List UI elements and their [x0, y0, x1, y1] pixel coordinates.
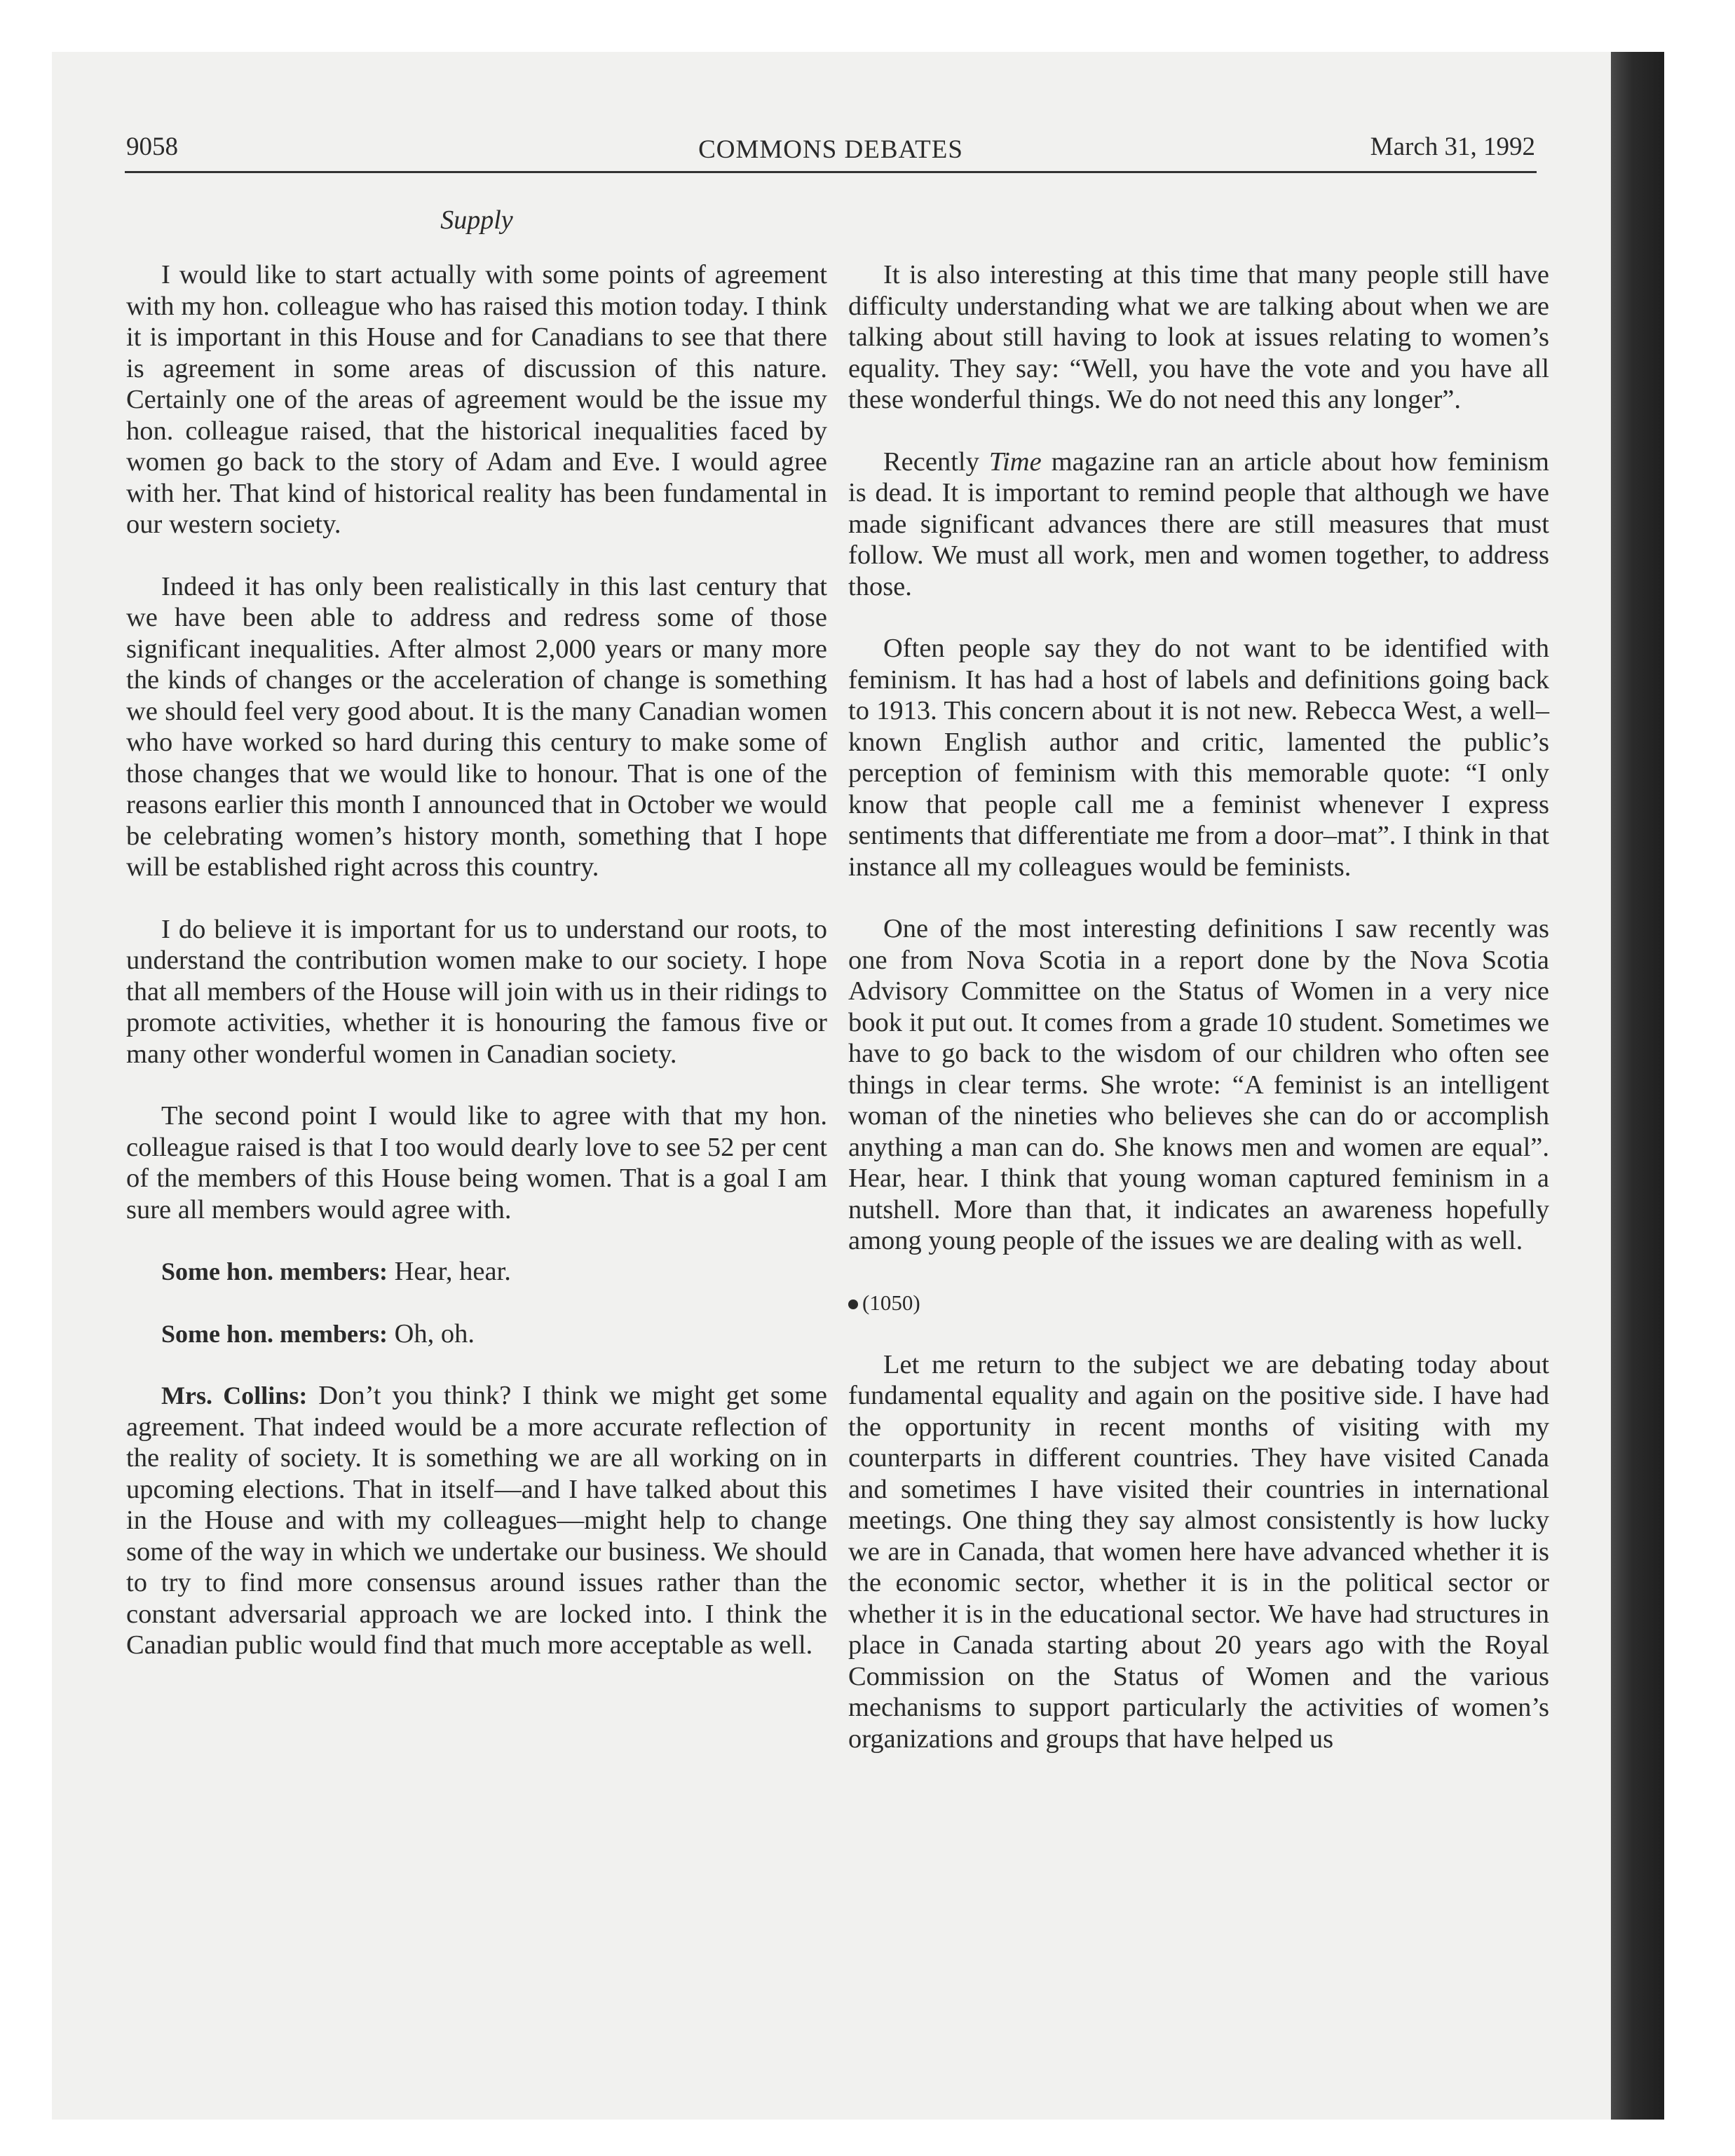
speech-paragraph [126, 1380, 827, 1661]
section-title: Supply [440, 205, 513, 235]
paragraph: Often people say they do not want to be identified with feminism. It has had a host of labels and definitions going back to 1913. This concern about it is not new. Rebecca West, a well–known English author and critic, lamented the public’s perception of feminism with this memorable quote: “I only know that people call me a feminist whenever I express sentiments that differentiate me from a door–mat”. I think in that instance all my colleagues would be feminists. [848, 634, 1549, 882]
paragraph: Indeed it has only been realistically in this last century that we have been able to address and redress some of those significant inequalities. After almost 2,000 years or many more the kinds of changes or the acceleration of change is something we should feel very good about. It is the many Canadian women who have worked so hard during this century to make some of those changes that we would like to honour. That is one of the reasons earlier this month I announced that in October we would be celebrating women’s history month, something that I hope will be established right across this country. [126, 571, 827, 882]
bullet-icon [848, 1299, 858, 1309]
speaker-label: Some hon. members: [161, 1319, 388, 1348]
paragraph-text: magazine ran an article about how feminism is dead. It is important to remind people that although we have made significant advances there are still measures that must follow. We must all work, men and women together, to address those. [848, 446, 1550, 601]
magazine-title: Time [988, 446, 1042, 477]
paragraph: The second point I would like to agree with that my hon. colleague raised is that I too would dearly love to see 52 per cent of the members of this House being women. That is a goal I am sure all members would agree with. [126, 1101, 827, 1224]
paragraph: Let me return to the subject we are debating today about fundamental equality and again on the positive side. I have had the opportunity in recent months of visiting with my counterparts in different countries. They have visited Canada and sometimes I have visited their countries in international meetings. One thing they say almost consistently is how lucky we are in Canada, that women here have advanced whether it is the economic sector, whether it is in the political sector or whether it is in the educational sector. We have had structures in place in Canada starting about 20 years ago with the Royal Commission on the Status of Women and the various mechanisms to support particularly the activities of women’s organizations and groups that have helped us [848, 1349, 1549, 1754]
header-rule [125, 171, 1537, 173]
time-marker [848, 1288, 1549, 1318]
interjection-text: Hear, hear. [394, 1257, 511, 1286]
speech-text: Don’t you think? I think we might get some agreement. That indeed would be a more accurate reflection of the reality of society. It is something we are all working on in upcoming elections. That in itself—and I have talked about this in the House and with my colleagues—might help to change some of the way in which we undertake our business. We should to try to find more consensus around issues rather than the constant adversarial approach we are locked into. I think the Canadian public would find that much more acceptable as well. [126, 1381, 827, 1660]
interjection-text: Oh, oh. [394, 1318, 475, 1349]
journal-title: COMMONS DEBATES [698, 135, 963, 164]
paragraph [848, 446, 1549, 603]
paragraph: One of the most interesting definitions I saw recently was one from Nova Scotia in a report done by the Nova Scotia Advisory Committee on the Status of Women in a very nice book it put out. It comes from a grade 10 student. Sometimes we have to go back to the wisdom of our children who often see things in clear terms. She wrote: “A feminist is an intelligent woman of the nineties who believes she can do or accomplish anything a man can do. She knows men and women are equal”. Hear, hear. I think that young woman captured feminism in a nutshell. More than that, it indicates an awareness hopefully among young people of the issues we are dealing with as well. [848, 914, 1549, 1255]
time-marker-text: (1050) [862, 1290, 920, 1315]
paragraph: I would like to start actually with some points of agreement with my hon. colleague who has raised this motion today. I think it is important in this House and for Canadians to see that there is agreement in some areas of discussion of this nature. Certainly one of the areas of agreement would be the issue my hon. colleague raised, that the historical inequalities faced by women go back to the story of Adam and Eve. I would agree with her. That kind of historical reality has been fundamental in our western society. [126, 260, 827, 539]
page-number: 9058 [126, 132, 178, 161]
running-header [126, 132, 1535, 174]
paragraph-text: Recently [883, 446, 989, 477]
speaker-label: Some hon. members: [161, 1257, 388, 1285]
interjection [126, 1318, 827, 1350]
binding-shadow [1611, 52, 1664, 2120]
interjection [126, 1256, 827, 1288]
paragraph: It is also interesting at this time that many people still have difficulty understanding what we are talking about when we are talking about still having to look at issues relating to women’s equality. They say: “Well, you have the vote and you have all these wonderful things. We do not need this any longer”. [848, 260, 1549, 414]
issue-date: March 31, 1992 [1370, 132, 1535, 161]
speaker-label: Mrs. Collins: [161, 1381, 308, 1410]
left-column [126, 259, 827, 1692]
paragraph: I do believe it is important for us to understand our roots, to understand the contribution women make to our society. I hope that all members of the House will join with us in their ridings to promote activities, whether it is honouring the famous five or many other wonderful women in Canadian society. [126, 914, 827, 1069]
right-column [848, 259, 1549, 1785]
